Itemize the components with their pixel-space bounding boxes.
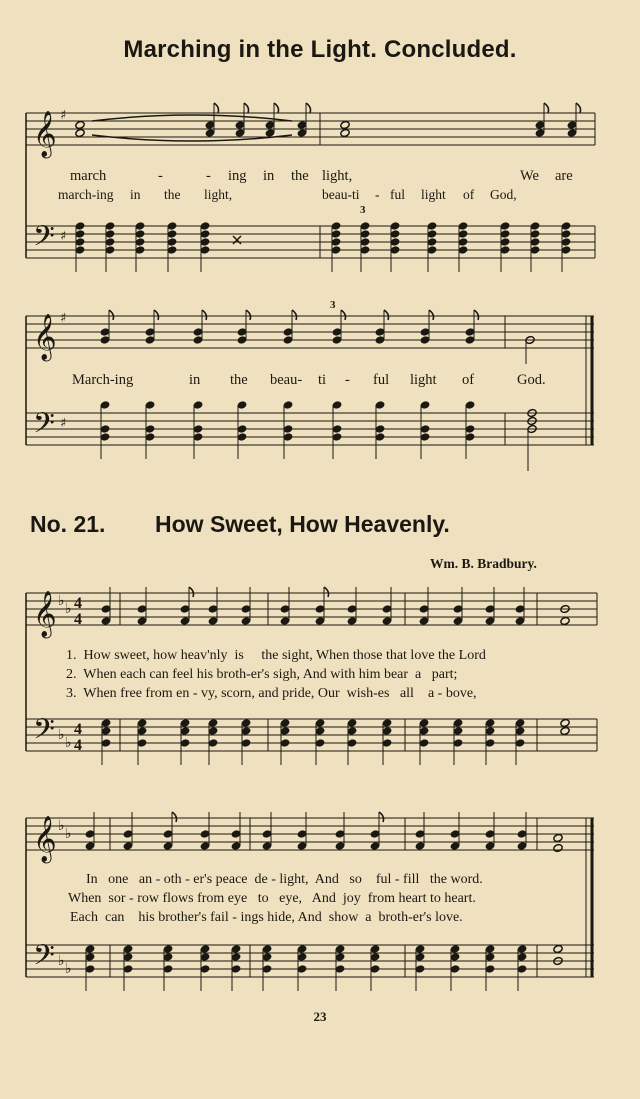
note-head: [75, 129, 85, 138]
bass-clef: 𝄢: [33, 220, 55, 260]
verse-3-line-b: Each can his brother's fail - ings hide, And show a broth-er's love.: [70, 910, 463, 925]
verse-2-line-a: 2. When each can feel his broth-er's sigh, And with him bear a part;: [66, 667, 458, 682]
note-head: [560, 617, 570, 626]
lyric-word: ing: [228, 168, 247, 184]
note-flag: [244, 103, 249, 113]
lyric-word: in: [189, 372, 201, 388]
rest-mark: [233, 236, 241, 244]
time-signature: 4: [74, 611, 82, 628]
lyric-word: March-ing: [72, 372, 134, 388]
hymn-title: How Sweet, How Heavenly.: [155, 511, 450, 537]
lyric-word: ful: [390, 187, 405, 202]
lyric-word: beau-: [270, 372, 303, 388]
lyric-word: march-ing: [58, 187, 114, 202]
lyric-word: in: [130, 187, 141, 202]
flat-sign: ♭: [58, 818, 65, 834]
lyric-word: ti: [318, 372, 327, 388]
treble-clef: 𝄞: [33, 111, 57, 157]
note-flag: [306, 103, 311, 113]
page-number: 23: [313, 1009, 327, 1024]
note-flag: [172, 812, 177, 822]
note-head: [553, 945, 563, 954]
lyric-word: are: [555, 168, 573, 184]
note-flag: [324, 587, 329, 597]
note-head: [553, 844, 563, 853]
note-flag: [274, 103, 279, 113]
lyric-word: the: [164, 187, 181, 202]
triplet-mark: 3: [360, 204, 366, 216]
verse-2-line-b: When sor - row flows from eye to eye, And joy from heart to heart.: [68, 891, 476, 906]
flat-sign: ♭: [58, 593, 65, 609]
note-flag: [109, 310, 114, 320]
sharp-sign: ♯: [60, 416, 67, 431]
note-flag: [214, 103, 219, 113]
triplet-mark: 3: [330, 299, 336, 311]
verse-3-line-a: 3. When free from en - vy, scorn, and pride, Our wish-es all a - bove,: [66, 686, 477, 701]
note-flag: [474, 310, 479, 320]
verse-1-line-a: 1. How sweet, how heav'nly is the sight, When those that love the Lord: [66, 648, 486, 663]
note-flag: [202, 310, 207, 320]
lyric-word: -: [375, 187, 380, 202]
lyric-word: light,: [204, 187, 233, 202]
note-flag: [341, 310, 346, 320]
time-signature: 4: [74, 595, 82, 612]
sharp-sign: ♯: [60, 311, 67, 326]
lyric-word: ful: [373, 372, 390, 388]
lyric-word: light: [421, 187, 446, 202]
note-head: [553, 834, 563, 843]
flat-sign: ♭: [65, 601, 72, 617]
lyric-word: -: [345, 372, 350, 388]
lyric-word: the: [291, 168, 309, 184]
note-flag: [429, 310, 434, 320]
lyric-word: of: [462, 372, 475, 388]
note-head: [340, 121, 350, 130]
tie-arc: [92, 135, 292, 141]
lyric-word: of: [463, 187, 475, 202]
time-signature: 4: [74, 737, 82, 754]
lyric-word: -: [206, 168, 211, 184]
flat-sign: ♭: [58, 953, 65, 969]
lyric-word: -: [158, 168, 163, 184]
verse-1-line-b: In one an - oth - er's peace de - light, And so ful - fill the word.: [86, 872, 483, 887]
note-flag: [292, 310, 297, 320]
note-flag: [384, 310, 389, 320]
lyric-word: beau-ti: [322, 187, 360, 202]
lyric-word: God.: [517, 372, 546, 388]
tie-arc: [92, 115, 292, 121]
lyric-word: We: [520, 168, 539, 184]
hymn-number: No. 21.: [30, 511, 106, 537]
treble-clef: 𝄞: [33, 314, 57, 360]
note-flag: [544, 103, 549, 113]
lyric-word: light: [410, 372, 437, 388]
time-signature: 4: [74, 721, 82, 738]
lyric-word: light,: [322, 168, 353, 184]
note-flag: [154, 310, 159, 320]
sharp-sign: ♯: [60, 229, 67, 244]
note-flag: [246, 310, 251, 320]
flat-sign: ♭: [65, 735, 72, 751]
note-head: [340, 129, 350, 138]
page-title: Marching in the Light. Concluded.: [123, 36, 517, 63]
lyric-word: march: [70, 168, 107, 184]
treble-clef: 𝄞: [33, 591, 57, 637]
note-head: [560, 719, 570, 728]
note-head: [560, 727, 570, 736]
note-flag: [379, 812, 384, 822]
lyric-word: the: [230, 372, 248, 388]
bass-clef: 𝄢: [33, 939, 55, 979]
treble-clef: 𝄞: [33, 816, 57, 862]
flat-sign: ♭: [65, 961, 72, 977]
note-flag: [189, 587, 194, 597]
bass-clef: 𝄢: [33, 407, 55, 447]
flat-sign: ♭: [58, 727, 65, 743]
composer-credit: Wm. B. Bradbury.: [430, 556, 537, 571]
sharp-sign: ♯: [60, 108, 67, 123]
lyric-word: God,: [490, 187, 517, 202]
lyric-word: in: [263, 168, 275, 184]
note-flag: [576, 103, 581, 113]
note-head: [75, 121, 85, 130]
flat-sign: ♭: [65, 826, 72, 842]
bass-clef: 𝄢: [33, 713, 55, 753]
